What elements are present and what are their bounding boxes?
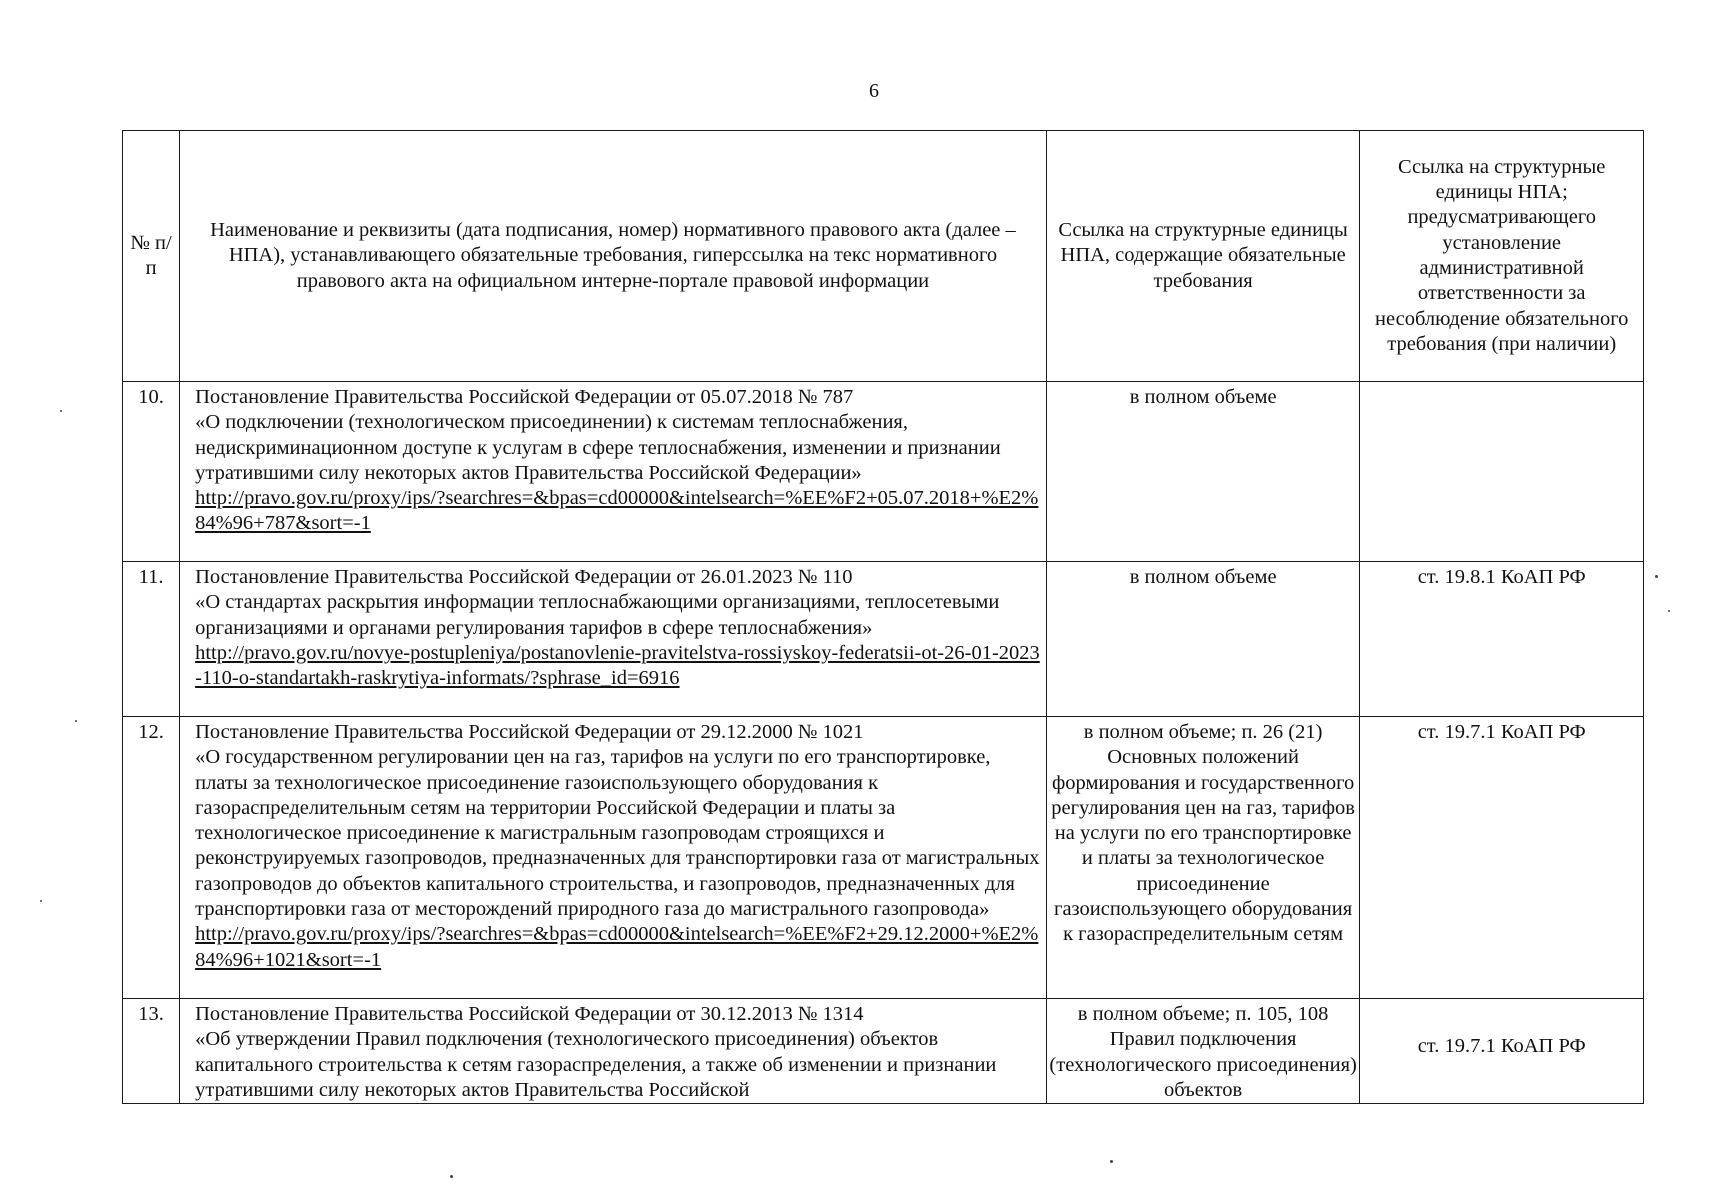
- admin-cell: ст. 19.7.1 КоАП РФ: [1360, 717, 1644, 999]
- table-row: [123, 999, 1644, 1104]
- act-title: Постановление Правительства Российской Федерации от 05.07.2018 № 787: [195, 386, 854, 408]
- row-number: 12.: [123, 717, 180, 999]
- admin-cell: [1360, 999, 1644, 1104]
- act-link[interactable]: http://pravo.gov.ru/proxy/ips/?searchres=&bpas=cd00000&intelsearch=%EE%F2+29.12.2000+%E2%84%96+1021&sort=-1: [195, 923, 1039, 971]
- header-admin: Ссылка на структурные единицы НПА; предусматривающего установление административной ответственности за несоблюдение обязательного требования (при наличии): [1360, 131, 1644, 382]
- requirements-table: [122, 130, 1644, 1104]
- scan-speck: [75, 720, 77, 722]
- act-cell: [180, 562, 1047, 717]
- scope-cell: в полном объеме; п. 26 (21) Основных положений формирования и государственного регулирования цен на газ, тарифов на услуги по его транспортировке и платы за технологическое присоединение газоиспользующего оборудования к газораспределительным сетям: [1046, 717, 1360, 999]
- act-cell: [180, 717, 1047, 999]
- act-description: «О государственном регулировании цен на газ, тарифов на услуги по его транспортировке, платы за технологическое присоединение газоиспользующего оборудования к газораспределительным сетям на территории Российской Федерации и платы за технологическое присоединение к магистральным газопроводам строящихся и реконструируемых газопроводов, предназначенных для транспортировки газа от магистральных газопроводов до объектов капитального строительства, и газопроводов, предназначенных для транспортировки газа от месторождений природного газа до магистрального газопровода»: [195, 746, 1040, 921]
- table-row: [123, 382, 1644, 562]
- act-description: «О стандартах раскрытия информации теплоснабжающими организациями, теплосетевыми организациями и органами регулирования тарифов в сфере теплоснабжения»: [195, 591, 1000, 639]
- header-name: Наименование и реквизиты (дата подписания, номер) нормативного правового акта (далее – НПА), устанавливающего обязательные требования, гиперссылка на текс нормативного правового акта на официальном интерне-портале правовой информации: [180, 131, 1047, 382]
- header-struct: Ссылка на структурные единицы НПА, содержащие обязательные требования: [1046, 131, 1360, 382]
- act-description: «Об утверждении Правил подключения (технологического присоединения) объектов капитального строительства к сетям газораспределения, а также об изменении и признании утратившими силу некоторых актов Правительства Российской: [195, 1028, 997, 1101]
- act-cell: [180, 999, 1047, 1104]
- scan-speck: [60, 410, 62, 412]
- row-number: 11.: [123, 562, 180, 717]
- act-title: Постановление Правительства Российской Федерации от 29.12.2000 № 1021: [195, 721, 864, 743]
- scan-speck: [40, 900, 42, 902]
- admin-cell: ст. 19.8.1 КоАП РФ: [1360, 562, 1644, 717]
- admin-text: ст. 19.7.1 КоАП РФ: [1417, 1035, 1586, 1057]
- act-title: Постановление Правительства Российской Федерации от 30.12.2013 № 1314: [195, 1003, 864, 1025]
- scope-cell: в полном объеме: [1046, 382, 1360, 562]
- table-header-row: [123, 131, 1644, 382]
- scope-cell: в полном объеме: [1046, 562, 1360, 717]
- scan-speck: [1110, 1160, 1113, 1163]
- admin-cell: [1360, 382, 1644, 562]
- page-number: 6: [869, 80, 879, 102]
- row-number: 10.: [123, 382, 180, 562]
- table-row: [123, 717, 1644, 999]
- scan-speck: [1655, 575, 1658, 578]
- row-number: 13.: [123, 999, 180, 1104]
- act-description: «О подключении (технологическом присоединении) к системам теплоснабжения, недискриминационном доступе к услугам в сфере теплоснабжения, изменении и признании утратившими силу некоторых актов Правительства Российской Федерации»: [195, 411, 1001, 484]
- scan-speck: [1668, 610, 1670, 612]
- act-link[interactable]: http://pravo.gov.ru/novye-postupleniya/postanovlenie-pravitelstva-rossiyskoy-federatsii-ot-26-01-2023-110-o-standartakh-raskrytiya-informats/?sphrase_id=6916: [195, 641, 1040, 690]
- header-num: № п/п: [123, 131, 180, 382]
- scan-speck: [450, 1175, 453, 1178]
- act-title: Постановление Правительства Российской Федерации от 26.01.2023 № 110: [195, 566, 853, 588]
- act-cell: [180, 382, 1047, 562]
- table-row: [123, 562, 1644, 717]
- scope-cell: в полном объеме; п. 105, 108 Правил подключения (технологического присоединения) объектов: [1046, 999, 1360, 1104]
- act-link[interactable]: http://pravo.gov.ru/proxy/ips/?searchres=&bpas=cd00000&intelsearch=%EE%F2+05.07.2018+%E2%84%96+787&sort=-1: [195, 487, 1039, 535]
